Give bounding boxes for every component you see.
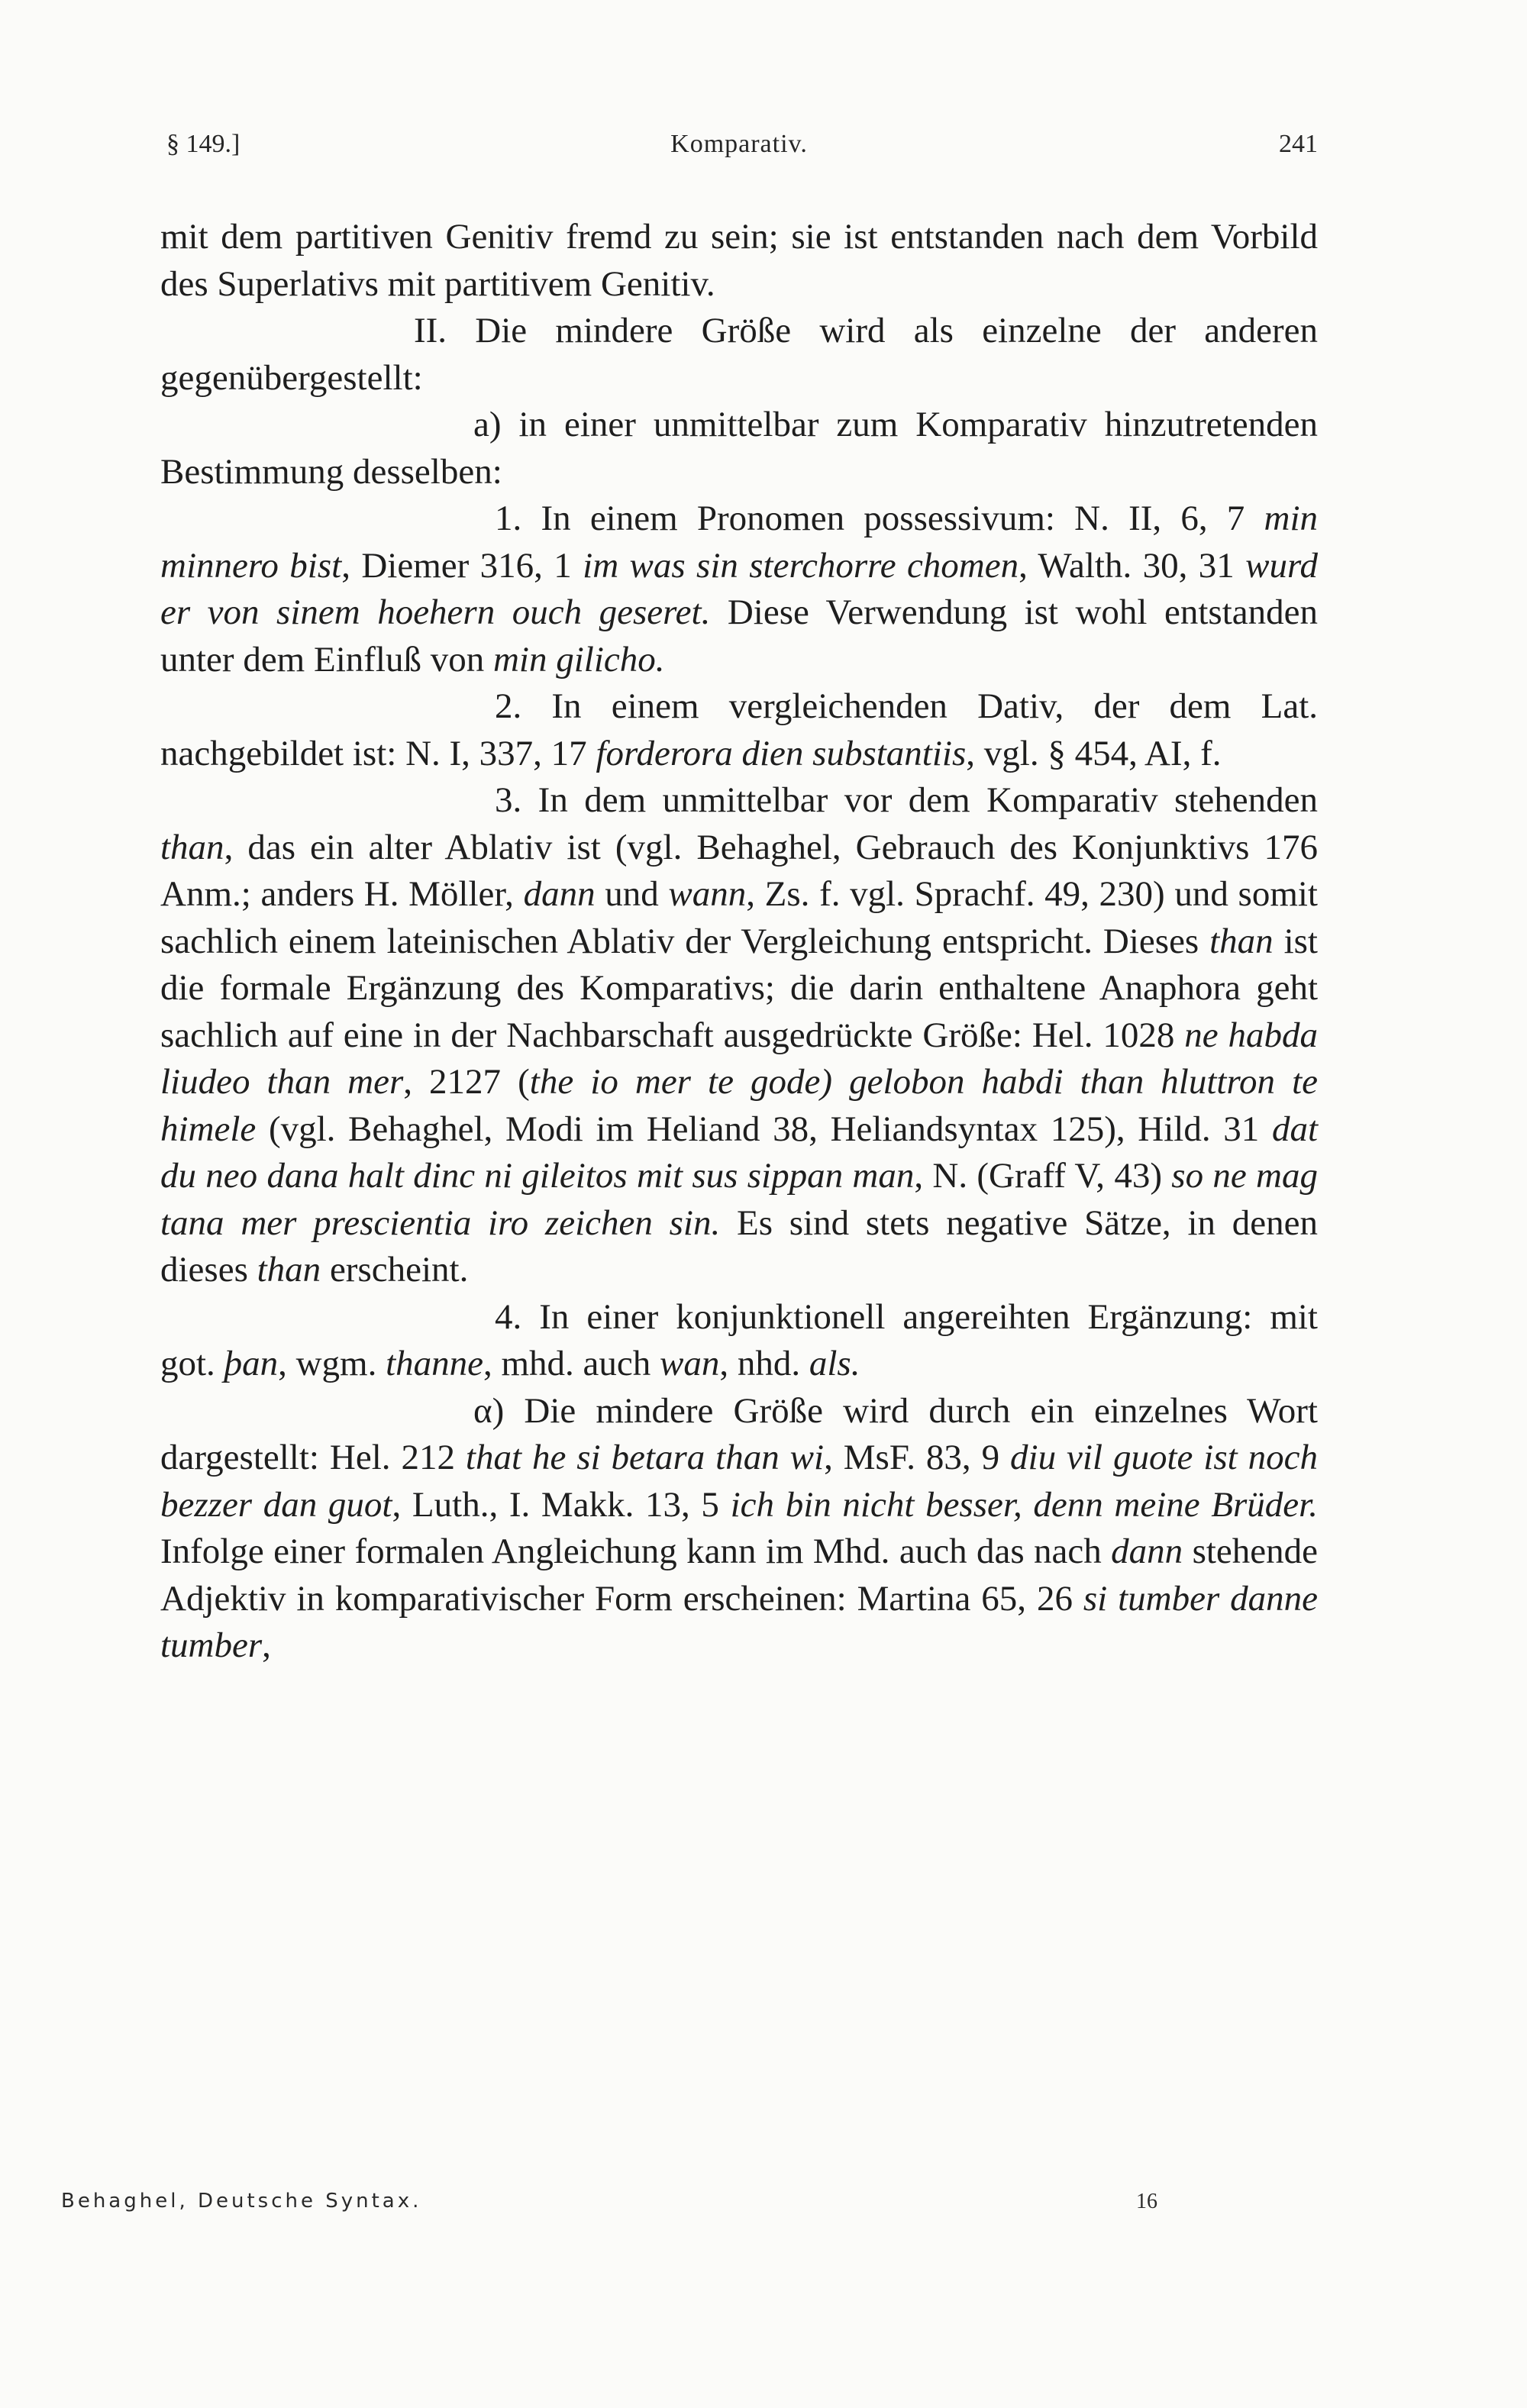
running-header [160,130,1318,176]
paragraph-a: a) in einer unmittelbar zum Komparativ hinzutretenden Bestimmung desselben: [160,405,1318,492]
paragraph-1: 1. In einem Pronomen possessivum: N. II, 6, 7 min minnero bist, Diemer 316, 1 im was sin sterchorre chomen, Walth. 30, 31 wurd er von sinem hoehern ouch geseret. Diese Verwendung ist wohl entstanden unter dem Einfluß von min gilicho. [160,499,1318,679]
paragraph-continuation: mit dem partitiven Genitiv fremd zu sein; sie ist entstanden nach dem Vorbild des Superlativs mit partitivem Genitiv. [160,217,1318,304]
section-marker: § 149.] [166,130,241,158]
body-text [160,214,1318,1670]
paragraph-ii: II. Die mindere Größe wird als einzelne der anderen gegenübergestellt: [160,311,1318,398]
paragraph-alpha: α) Die mindere Größe wird durch ein einzelnes Wort dargestellt: Hel. 212 that he si betara than wi, MsF. 83, 9 diu vil guote ist noch bezzer dan guot, Luth., I. Makk. 13, 5 ich bin nicht besser, denn meine Brüder. Infolge einer formalen Angleichung kann im Mhd. auch das nach dann stehende Adjektiv in komparativischer Form erscheinen: Martina 65, 26 si tumber danne tumber, [160,1390,1318,1665]
paragraph-3: 3. In dem unmittelbar vor dem Komparativ stehenden than, das ein alter Ablativ ist (vgl. Behaghel, Gebrauch des Konjunktivs 176 Anm.; anders H. Möller, dann und wann, Zs. f. vgl. Sprachf. 49, 230) und somit sachlich einem lateinischen Ablativ der Vergleichung entspricht. Dieses than ist die formale Ergänzung des Komparativs; die darin enthaltene Anaphora geht sachlich auf eine in der Nachbarschaft ausgedrückte Größe: Hel. 1028 ne habda liudeo than mer, 2127 (the io mer te gode) gelobon habdi than hluttron te himele (vgl. Behaghel, Modi im Heliand 38, Heliandsyntax 125), Hild. 31 dat du neo dana halt dinc ni gileitos mit sus sippan man, N. (Graff V, 43) so ne mag tana mer prescientia iro zeichen sin. Es sind stets negative Sätze, in denen dieses than erscheint. [160,780,1319,1290]
paragraph-2: 2. In einem vergleichenden Dativ, der dem Lat. nachgebildet ist: N. I, 337, 17 forderora dien substantiis, vgl. § 454, AI, f. [160,686,1318,773]
footer-author: Behaghel, Deutsche Syntax. [61,2190,422,2213]
page-number: 241 [1279,130,1318,158]
page-footer [61,2190,1173,2213]
running-title: Komparativ. [670,130,808,158]
signature-mark: 16 [1136,2190,1157,2213]
book-page [160,130,1318,1670]
paragraph-4: 4. In einer konjunktionell angereihten Ergänzung: mit got. þan, wgm. thanne, mhd. auch wan, nhd. als. [160,1296,1318,1383]
